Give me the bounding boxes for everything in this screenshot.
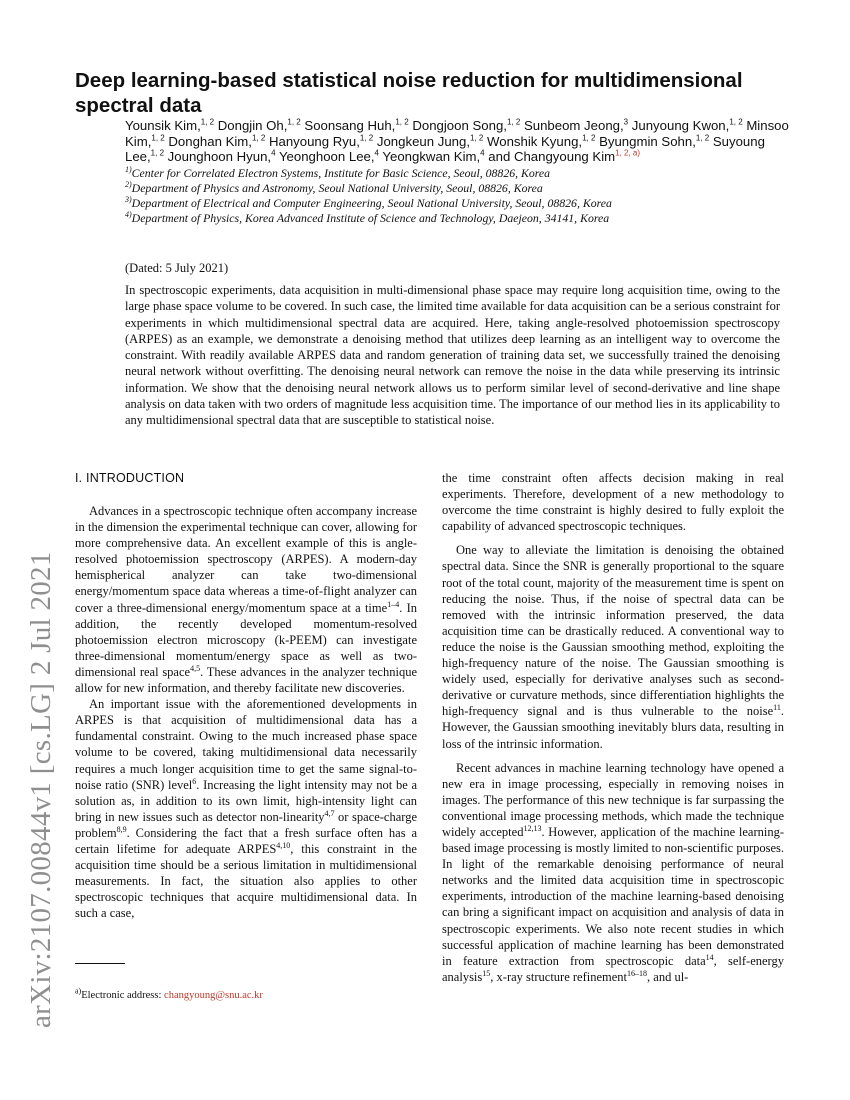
- right-column: [442, 470, 784, 985]
- affiliation-text: Department of Physics and Astronomy, Seoul National University, Seoul, 08826, Korea: [131, 180, 543, 195]
- paragraph-text: , x-ray structure refinement: [490, 969, 628, 984]
- paragraph-text: . Considering the fact that a fresh surface often has a certain lifetime for adequate ARPES: [75, 825, 417, 856]
- author-name: Jongkeun Jung,: [373, 133, 471, 149]
- paragraph-text: One way to alleviate the limitation is denoising the obtained spectral data. Since the SNR is generally proportional to the square root of the total count, majority of the measurement time is spent on reducing the noise. Thus, if the noise of spectral data can be removed with the intrinsic information preserved, the data acquisition time can be drastically reduced. A conventional way to reduce the noise is the Gaussian smoothing method, exploiting the high-frequency nature of the noise. The Gaussian smoothing is widely used, especially for derivative analyses such as second-derivative or curvature methods, since differentiation highlights the high-frequency signal and is thus vulnerable to the noise: [442, 543, 784, 719]
- affiliation-text: Center for Correlated Electron Systems, Institute for Basic Science, Seoul, 08826, Korea: [131, 166, 551, 180]
- paper-title: Deep learning-based statistical noise reduction for multidimensional spectral data: [75, 69, 743, 117]
- author-name: Hanyoung Ryu,: [265, 133, 360, 149]
- paragraph-text: . Increasing the light intensity may not be a solution as, in addition to its own limit, high-intensity light can bring in new issues such as detector non-linearity: [75, 777, 417, 824]
- left-column: [75, 503, 417, 921]
- affiliation-number: 3): [125, 194, 132, 204]
- body-paragraph: [442, 542, 784, 751]
- section-heading-introduction: I. INTRODUCTION: [75, 471, 185, 485]
- affiliation-item: [125, 181, 645, 196]
- citation-ref: 4,10: [276, 840, 291, 850]
- footnote-mark: a): [75, 986, 82, 996]
- body-paragraph: [442, 470, 784, 534]
- citation-ref: 4,7: [324, 808, 335, 818]
- paragraph-text: the time constraint often affects decision making in real experiments. Therefore, development of a new methodology to overcome the time constraint is highly desired to fully exploit the capability of advanced spectroscopic techniques.: [442, 471, 784, 534]
- author-name: Minsoo Kim,: [125, 118, 789, 149]
- paragraph-text: . In addition, the recently developed momentum-resolved photoemission electron microscopy (k-PEEM) can investigate three-dimensional momentum/energy space as well as two-dimensional real space: [75, 600, 417, 679]
- author-affiliation-mark: 1, 2: [582, 133, 596, 143]
- author-name: Wonshik Kyung,: [483, 133, 583, 149]
- author-name: Donghan Kim,: [164, 133, 252, 149]
- author-affiliation-mark: 4: [480, 148, 485, 158]
- footnote-label: Electronic address:: [81, 990, 165, 1001]
- author-affiliation-mark: 1, 2: [150, 148, 165, 158]
- author-name: Sunbeom Jeong,: [520, 118, 624, 133]
- citation-ref: 8,9: [116, 824, 127, 834]
- citation-ref: 15: [482, 968, 491, 978]
- affiliation-text: Department of Physics, Korea Advanced Institute of Science and Technology, Daejeon, 34141, Korea: [131, 210, 610, 225]
- author-affiliation-mark: 1, 2: [695, 133, 710, 143]
- author-name: Yeonghoon Lee,: [275, 149, 375, 164]
- author-name: Byungmin Sohn,: [595, 133, 696, 149]
- body-paragraph: [75, 696, 417, 921]
- body-paragraph: [75, 503, 417, 696]
- affiliation-number: 4): [125, 209, 132, 219]
- paragraph-text: , this constraint in the acquisition time should be a serious limitation in multidimensional measurements. In fact, the situation also applies to other spectroscopic techniques that acquire multidimensional data. In such a case,: [75, 841, 417, 921]
- citation-ref: 11: [773, 703, 781, 713]
- citation-ref: 12,13: [523, 823, 542, 833]
- footnote-rule: [75, 963, 125, 964]
- paragraph-text: Advances in a spectroscopic technique often accompany increase in the dimension the experimental technique can cover, allowing for more comprehensive data. An excellent example of this is angle-resolved photoemission spectroscopy (ARPES). A modern-day hemispherical analyzer can take two-dimensional energy/momentum space data whereas a time-of-flight analyzer can cover a three-dimensional energy/momentum space at a time: [75, 504, 417, 615]
- author-affiliation-mark: 1, 2, a): [615, 148, 641, 158]
- citation-ref: 6: [192, 776, 197, 786]
- affiliation-item: [125, 166, 645, 181]
- author-email-link[interactable]: changyoung@snu.ac.kr: [164, 990, 263, 1001]
- paragraph-text: or space-charge problem: [75, 809, 417, 840]
- affiliation-list: [125, 166, 645, 226]
- abstract: In spectroscopic experiments, data acquisition in multi-dimensional phase space may require long acquisition time, owing to the large phase space volume to be covered. In such case, the limited time available for data acquisition can be a serious constraint for experiments in which multidimensional spectral data are acquired. Here, taking angle-resolved photoemission spectroscopy (ARPES) as an example, we demonstrate a denoising method that utilizes deep learning as an intelligent way to overcome the constraint. With readily available ARPES data and random generation of training data set, we successfully trained the denoising neural network without overfitting. The denoising neural network can remove the noise in the data while preserving its intrinsic information. We show that the denoising neural network allows us to perform similar level of second-derivative and line shape analysis on data taken with two orders of magnitude less acquisition time. The importance of our method lies in its applicability to any multidimensional spectral data that are susceptible to statistical noise.: [125, 283, 780, 428]
- author-name: Dongjoon Song,: [408, 118, 507, 133]
- body-paragraph: [442, 760, 784, 985]
- paragraph-text: Recent advances in machine learning technology have opened a new era in image processing, especially in removing noises in images. The performance of this new technique is far surpassing the conventional image processing methods, which made the technique widely accepted: [442, 760, 784, 839]
- author-affiliation-mark: 1, 2: [395, 117, 409, 127]
- affiliation-number: 2): [125, 179, 132, 189]
- paragraph-text: , self-energy analysis: [442, 953, 784, 984]
- arxiv-side-identifier: arXiv:2107.00844v1 [cs.LG] 2 Jul 2021: [25, 551, 57, 1028]
- author-affiliation-mark: 1, 2: [200, 117, 215, 127]
- affiliation-number: 1): [125, 165, 132, 175]
- dated-line: (Dated: 5 July 2021): [125, 261, 229, 275]
- author-affiliation-mark: 1, 2: [359, 133, 374, 143]
- author-name: Suyoung Lee,: [125, 133, 765, 164]
- paragraph-text: . However, application of the machine learning-based image processing is mostly limited to non-scientific purposes. In light of the remarkable denoising performance of neural networks and the limited data acquisition time in spectroscopic experiments, introduction of the machine learning-based denoising can bring a significant impact on acquisition and analysis of data in spectroscopic experiments. We also note recent studies in which successful application of machine learning has been demonstrated in feature extraction from spectroscopic data: [442, 824, 784, 968]
- author-affiliation-mark: 1, 2: [287, 117, 301, 127]
- paragraph-text: . These advances in the analyzer technique allow for new information, and thereby facilitate new discoveries.: [75, 664, 417, 696]
- author-affiliation-mark: 4: [374, 148, 379, 158]
- author-affiliation-mark: 1, 2: [470, 133, 484, 143]
- author-affiliation-mark: 3: [623, 117, 629, 127]
- author-name: Jounghoon Hyun,: [164, 149, 272, 164]
- author-affiliation-mark: 4: [271, 148, 276, 158]
- paragraph-text: , and ul-: [647, 969, 689, 984]
- author-name: Junyoung Kwon,: [628, 118, 730, 133]
- author-name: and Changyoung Kim: [484, 149, 616, 164]
- affiliation-item: [125, 196, 645, 211]
- citation-ref: 14: [705, 952, 714, 962]
- footnote: [75, 986, 263, 1001]
- affiliation-item: [125, 211, 645, 226]
- paragraph-text: . However, the Gaussian smoothing inevitably blurs data, resulting in loss of the intrinsic information.: [442, 704, 784, 751]
- author-affiliation-mark: 1, 2: [506, 117, 521, 127]
- author-list: [125, 118, 795, 165]
- citation-ref: 4,5: [190, 663, 201, 673]
- paragraph-text: An important issue with the aforementioned developments in ARPES is that acquisition of multidimensional data has a fundamental constraint. Owing to the much increased phase space volume to be covered, taking multidimensional data necessarily requires a much longer acquisition time to get the same signal-to-noise ratio (SNR) level: [75, 697, 417, 792]
- author-affiliation-mark: 1, 2: [151, 133, 165, 143]
- author-affiliation-mark: 1, 2: [729, 117, 743, 127]
- author-name: Yeongkwan Kim,: [378, 149, 481, 164]
- author-name: Soonsang Huh,: [300, 118, 396, 133]
- author-name: Younsik Kim,: [125, 118, 201, 133]
- author-affiliation-mark: 1, 2: [251, 133, 266, 143]
- author-name: Dongjin Oh,: [214, 118, 288, 133]
- citation-ref: 1–4: [387, 599, 400, 609]
- affiliation-text: Department of Electrical and Computer Engineering, Seoul National University, Seoul, 08826, Korea: [131, 195, 612, 210]
- citation-ref: 16–18: [627, 968, 648, 978]
